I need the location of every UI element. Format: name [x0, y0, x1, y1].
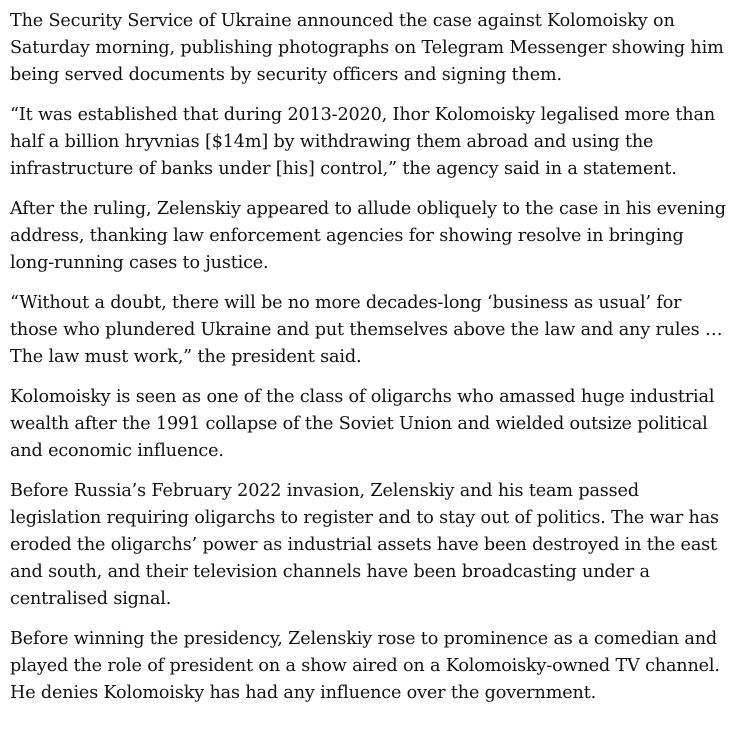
article-paragraph: Before Russia’s February 2022 invasion, Zelenskiy and his team passed legislation requiring oligarchs to register and to stay out of politics. The war has eroded the oligarchs’ power as industrial assets have been destroyed in the east and south, and their television channels have been broadcasting under a centralised signal.	[10, 481, 719, 609]
article-body	[10, 8, 728, 720]
article-paragraph: Kolomoisky is seen as one of the class of oligarchs who amassed huge industrial wealth after the 1991 collapse of the Soviet Union and wielded outsize political and economic influence.	[10, 387, 715, 461]
article-paragraph: “It was established that during 2013-2020, Ihor Kolomoisky legalised more than half a billion hryvnias [$14m] by withdrawing them abroad and using the infrastructure of banks under [his] control,” the agency said in a statement.	[10, 105, 716, 179]
article-paragraph: Before winning the presidency, Zelenskiy rose to prominence as a comedian and played the role of president on a show aired on a Kolomoisky-owned TV channel. He denies Kolomoisky has had any influence over the government.	[10, 629, 720, 703]
article-paragraph: “Without a doubt, there will be no more decades-long ‘business as usual’ for those who plundered Ukraine and put themselves above the law and any rules … The law must work,” the president said.	[10, 293, 723, 367]
article-paragraph: The Security Service of Ukraine announced the case against Kolomoisky on Saturday morning, publishing photographs on Telegram Messenger showing him being served documents by security officers and signing them.	[10, 11, 724, 85]
article-paragraph: After the ruling, Zelenskiy appeared to allude obliquely to the case in his evening address, thanking law enforcement agencies for showing resolve in bringing long-running cases to justice.	[10, 199, 726, 273]
